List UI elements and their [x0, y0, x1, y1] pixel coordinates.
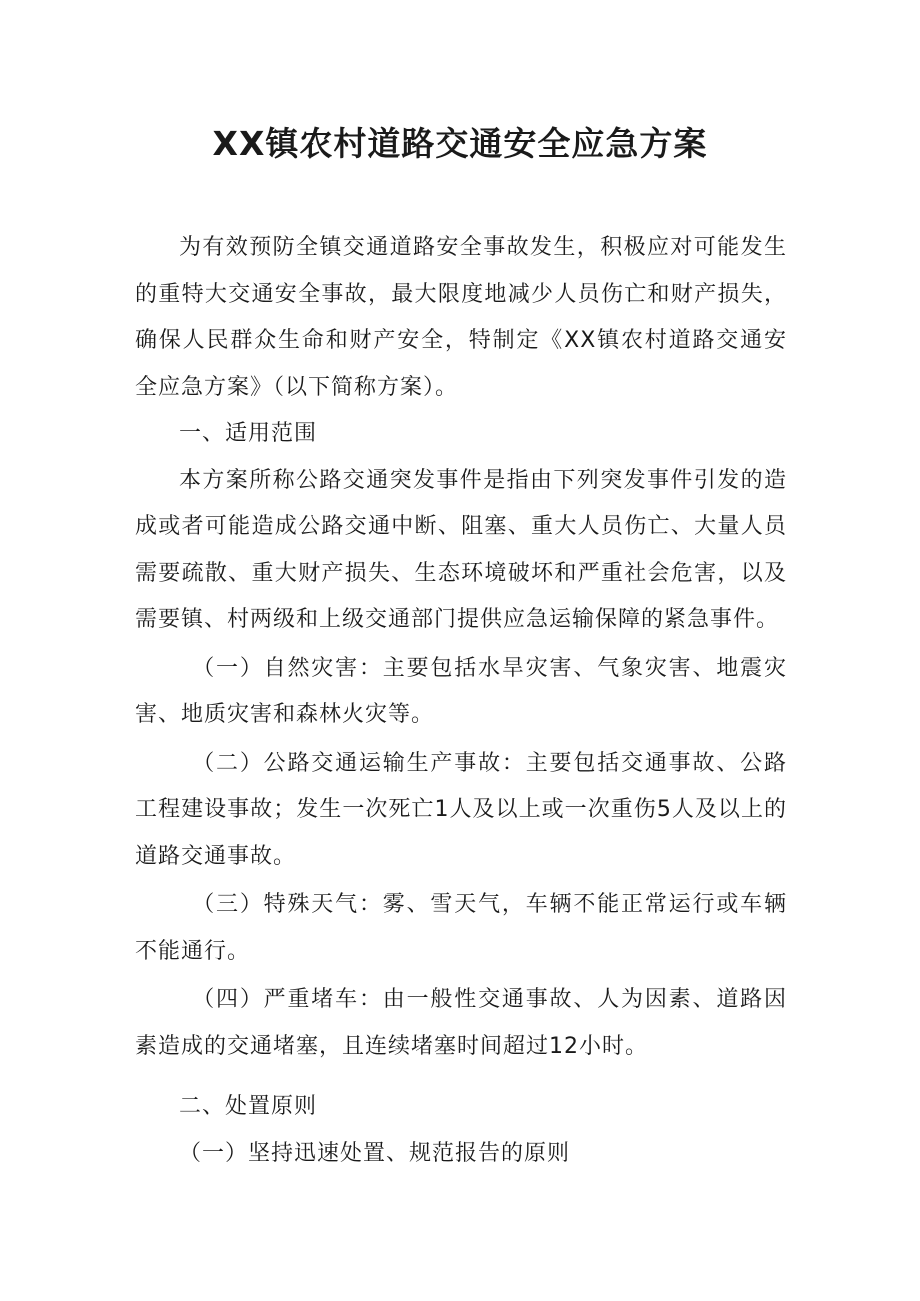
section-heading-scope: 一、适用范围: [179, 421, 318, 446]
document-body: [135, 225, 787, 1177]
principle-item-1: （一）坚持迅速处置、规范报告的原则: [179, 1140, 571, 1166]
section-heading-principles: 二、处置原则: [179, 1094, 318, 1119]
scope-item-natural-disasters: （一）自然灾害：主要包括水旱灾害、气象灾害、地震灾害、地质灾害和森林火灾等。: [135, 655, 787, 727]
scope-item-severe-congestion: （四）严重堵车：由一般性交通事故、人为因素、道路因素造成的交通堵塞，且连续堵塞时间超过12小时。: [135, 987, 787, 1059]
scope-item-production-accidents: （二）公路交通运输生产事故：主要包括交通事故、公路工程建设事故；发生一次死亡1人及以上或一次重伤5人及以上的道路交通事故。: [135, 750, 787, 869]
intro-paragraph: 为有效预防全镇交通道路安全事故发生，积极应对可能发生的重特大交通安全事故，最大限度地减少人员伤亡和财产损失，确保人民群众生命和财产安全，特制定《XX镇农村道路交通安全应急方案》（以下简称方案）。: [135, 235, 787, 400]
scope-item-special-weather: （三）特殊天气：雾、雪天气，车辆不能正常运行或车辆不能通行。: [135, 892, 787, 964]
document-title: XX镇农村道路交通安全应急方案: [212, 124, 708, 163]
scope-paragraph: 本方案所称公路交通突发事件是指由下列突发事件引发的造成或者可能造成公路交通中断、阻塞、重大人员伤亡、大量人员需要疏散、重大财产损失、生态环境破坏和严重社会危害，以及需要镇、村两级和上级交通部门提供应急运输保障的紧急事件。: [135, 467, 787, 632]
